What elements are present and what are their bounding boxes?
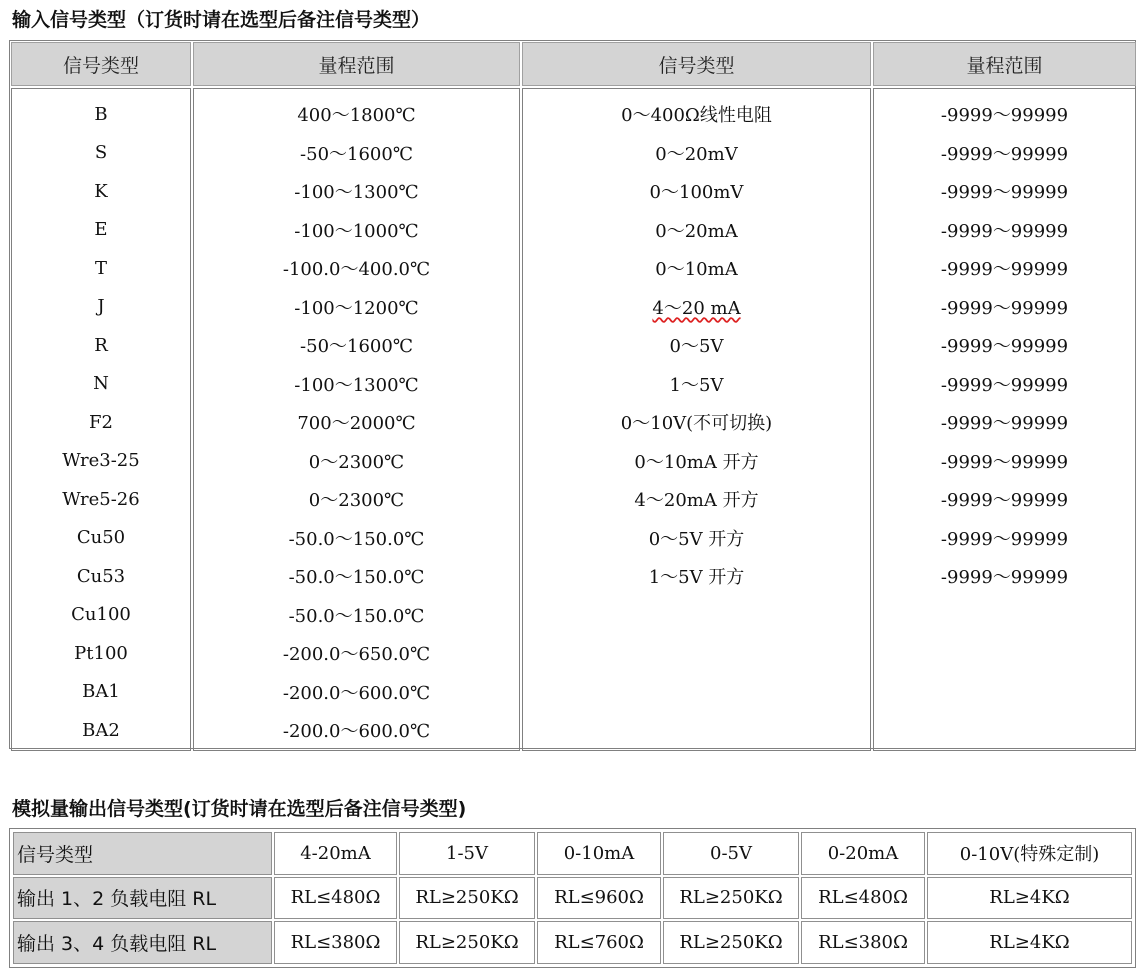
signal-range-cell: -9999～99999: [940, 143, 1069, 165]
output-value-cell: RL≥250KΩ: [399, 921, 535, 964]
output-header-label: 信号类型: [13, 832, 272, 875]
signal-range-cell: -9999～99999: [940, 105, 1069, 127]
signal-type-cell: 4～20 mA: [652, 297, 741, 319]
signal-range-cell: -9999～99999: [940, 374, 1069, 396]
signal-type-cell: 0～5V 开方: [648, 528, 745, 550]
input-signal-heading: 输入信号类型（订货时请在选型后备注信号类型）: [12, 9, 431, 31]
thermo-type-cell: B: [94, 103, 108, 125]
thermo-type-cell: N: [93, 373, 109, 395]
output-value-cell: RL≥250KΩ: [663, 877, 799, 920]
output-value-cell: RL≤960Ω: [537, 877, 661, 920]
thermo-type-cell: F2: [89, 411, 113, 433]
thermo-range-cell: -100～1200℃: [294, 297, 419, 319]
signal-type-cell: 0～20mV: [655, 143, 738, 165]
signal-range-cell: -9999～99999: [940, 451, 1069, 473]
thermo-range-cell: -50.0～150.0℃: [288, 528, 425, 550]
output-value-cell: RL≤380Ω: [801, 921, 925, 964]
thermo-range-cell: -50.0～150.0℃: [288, 567, 425, 589]
analog-output-table: [9, 828, 1136, 968]
signal-type-cell: 0～10V(不可切换): [620, 413, 773, 435]
signal-range-cell: -9999～99999: [940, 567, 1069, 589]
analog-output-heading: 模拟量输出信号类型(订货时请在选型后备注信号类型): [12, 798, 467, 820]
header-signal-type-1: 信号类型: [11, 42, 191, 86]
thermo-range-cell: 700～2000℃: [297, 413, 416, 435]
thermo-type-cell: Cu50: [76, 527, 126, 549]
thermo-type-cell: Wre5-26: [62, 488, 140, 510]
header-range-2: 量程范围: [873, 42, 1136, 86]
thermo-range-cell: -200.0～650.0℃: [282, 644, 431, 666]
thermo-type-cell: Cu53: [76, 565, 126, 587]
thermo-type-cell: BA2: [82, 719, 120, 741]
output-col-header: 0-10mA: [537, 832, 661, 875]
input-signal-table: [9, 40, 1136, 749]
signal-range-column: [873, 88, 1136, 751]
output-col-header: 4-20mA: [274, 832, 397, 875]
signal-range-cell: -9999～99999: [940, 528, 1069, 550]
output-row-label: 输出 3、4 负载电阻 RL: [13, 921, 272, 964]
thermo-type-column: [11, 88, 191, 751]
thermo-type-cell: T: [94, 257, 107, 279]
output-value-cell: RL≥250KΩ: [399, 877, 535, 920]
output-value-cell: RL≥4KΩ: [927, 921, 1132, 964]
output-value-cell: RL≤480Ω: [274, 877, 397, 920]
signal-type-cell: 1～5V: [669, 374, 724, 396]
output-row-3-4: [13, 921, 1132, 964]
signal-range-cell: -9999～99999: [940, 182, 1069, 204]
thermo-type-cell: J: [97, 296, 105, 318]
thermo-type-cell: S: [94, 142, 108, 164]
signal-type-cell: 0～400Ω线性电阻: [621, 105, 772, 127]
signal-range-cell: -9999～99999: [940, 413, 1069, 435]
signal-type-cell: 0～100mV: [649, 182, 744, 204]
thermo-range-column: [193, 88, 520, 751]
thermo-type-cell: Cu100: [71, 604, 131, 626]
thermo-range-cell: -50.0～150.0℃: [288, 605, 425, 627]
signal-type-cell: 0～5V: [669, 336, 724, 358]
thermo-type-cell: Wre3-25: [62, 450, 140, 472]
output-value-cell: RL≤760Ω: [537, 921, 661, 964]
output-row-1-2: [13, 877, 1132, 920]
thermo-range-cell: 400～1800℃: [297, 105, 416, 127]
output-col-header: 0-5V: [663, 832, 799, 875]
signal-range-cell: -9999～99999: [940, 220, 1069, 242]
output-row-label: 输出 1、2 负载电阻 RL: [13, 877, 272, 920]
thermo-range-cell: -100～1300℃: [294, 374, 419, 396]
thermo-range-cell: -50～1600℃: [300, 336, 413, 358]
output-col-header: 0-20mA: [801, 832, 925, 875]
thermo-range-cell: -200.0～600.0℃: [282, 721, 431, 743]
output-col-header: 0-10V(特殊定制): [927, 832, 1132, 875]
signal-range-cell: -9999～99999: [940, 297, 1069, 319]
thermo-range-cell: -100～1300℃: [294, 182, 419, 204]
thermo-range-cell: 0～2300℃: [308, 451, 405, 473]
signal-type-cell: 0～10mA 开方: [634, 451, 759, 473]
output-value-cell: RL≤380Ω: [274, 921, 397, 964]
output-col-header: 1-5V: [399, 832, 535, 875]
thermo-range-cell: 0～2300℃: [308, 490, 405, 512]
header-signal-type-2: 信号类型: [522, 42, 871, 86]
signal-type-cell: 0～10mA: [655, 259, 738, 281]
signal-type-cell: 0～20mA: [655, 220, 738, 242]
thermo-range-cell: -200.0～600.0℃: [282, 682, 431, 704]
output-value-cell: RL≥250KΩ: [663, 921, 799, 964]
signal-range-cell: -9999～99999: [940, 336, 1069, 358]
output-value-cell: RL≥4KΩ: [927, 877, 1132, 920]
thermo-range-cell: -50～1600℃: [300, 143, 413, 165]
signal-range-cell: -9999～99999: [940, 259, 1069, 281]
thermo-range-cell: -100.0～400.0℃: [282, 259, 431, 281]
header-range-1: 量程范围: [193, 42, 520, 86]
signal-range-cell: -9999～99999: [940, 490, 1069, 512]
output-header-row: [13, 832, 1132, 875]
thermo-type-cell: BA1: [82, 681, 120, 703]
signal-type-column: [522, 88, 871, 751]
thermo-range-cell: -100～1000℃: [294, 220, 419, 242]
signal-type-cell: 4～20mA 开方: [634, 490, 759, 512]
output-value-cell: RL≤480Ω: [801, 877, 925, 920]
thermo-type-cell: K: [94, 180, 108, 202]
thermo-type-cell: Pt100: [74, 642, 128, 664]
thermo-type-cell: R: [94, 334, 108, 356]
signal-type-cell: 1～5V 开方: [648, 567, 745, 589]
thermo-type-cell: E: [94, 219, 108, 241]
